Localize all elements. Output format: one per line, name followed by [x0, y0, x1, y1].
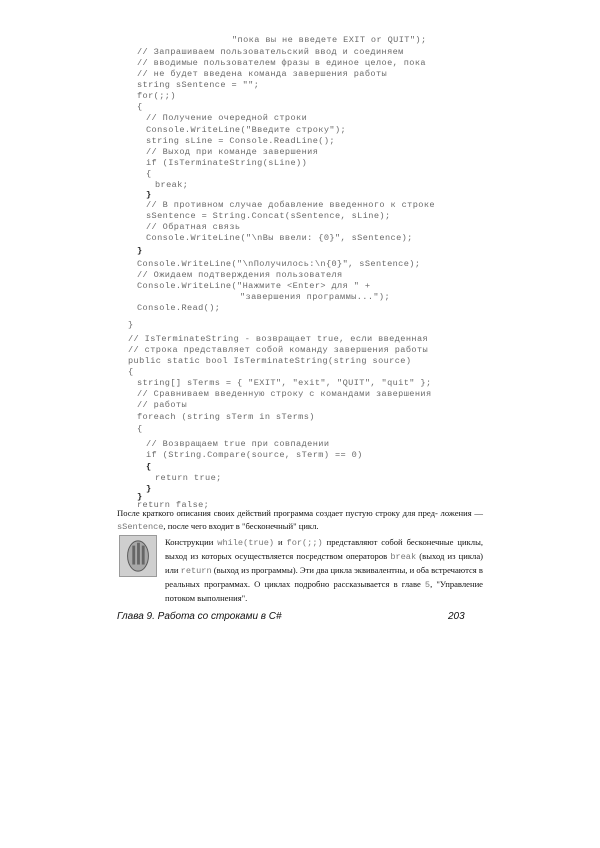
- code-line: // не будет введена команда завершения работы: [137, 69, 388, 79]
- code-line: for(;;): [137, 91, 176, 101]
- code-line: string[] sTerms = { "EXIT", "exit", "QUIT", "quit" };: [137, 378, 432, 388]
- code-line: Console.WriteLine("Нажмите <Enter> для " +: [137, 281, 371, 291]
- code-line: }: [146, 484, 152, 494]
- note-text-4: (выход из цикла) или: [165, 551, 483, 575]
- code-line: Console.WriteLine("\nПолучилось:\n{0}", sSentence);: [137, 259, 421, 269]
- note-text-6: , "Управление потоком выполнения".: [165, 579, 483, 603]
- paragraph-line-1: После краткого описания своих действий программа создает пустую строку для пред-: [117, 508, 438, 518]
- note-chapter-number: 5: [424, 580, 431, 590]
- code-line: Console.WriteLine("\nВы ввели: {0}", sSentence);: [146, 233, 413, 243]
- code-line: // Выход при команде завершения: [146, 147, 319, 157]
- code-line: if (IsTerminateString(sLine)): [146, 158, 308, 168]
- code-line: // Получение очередной строки: [146, 113, 308, 123]
- code-line: }: [137, 246, 143, 256]
- hand-note-icon: [120, 536, 156, 576]
- code-line: {: [146, 462, 152, 472]
- paragraph-line-2-prefix: ложения —: [440, 508, 483, 518]
- code-line: {: [146, 169, 152, 179]
- note-text-5: (выход из программы). Эти два цикла эквивалентны, и оба встречаются в реальных программах. О циклах подробно рассказывается в главе: [165, 565, 483, 589]
- note-code-return: return: [180, 566, 212, 576]
- code-line: // Возвращаем true при совпадении: [146, 439, 330, 449]
- code-line: }: [137, 492, 143, 502]
- note-text-2: и: [274, 537, 287, 547]
- code-line: // работы: [137, 400, 188, 410]
- code-line: "завершения программы...");: [240, 292, 391, 302]
- note-icon: [119, 535, 157, 577]
- code-line: string sLine = Console.ReadLine();: [146, 136, 335, 146]
- code-line: public static bool IsTerminateString(string source): [128, 356, 412, 366]
- code-line: foreach (string sTerm in sTerms): [137, 412, 315, 422]
- code-line: // Ожидаем подтверждения пользователя: [137, 270, 343, 280]
- code-line: // Обратная связь: [146, 222, 241, 232]
- code-line: {: [137, 102, 143, 112]
- code-line: }: [128, 320, 134, 330]
- code-line: Console.Read();: [137, 303, 221, 313]
- running-footer-chapter: Глава 9. Работа со строками в C#: [117, 611, 282, 622]
- page-number: 203: [448, 611, 465, 622]
- note-code-for: for(;;): [286, 538, 323, 548]
- code-line: break;: [155, 180, 189, 190]
- code-line: sSentence = String.Concat(sSentence, sLine);: [146, 211, 391, 221]
- code-line: // строка представляет собой команду завершения работы: [128, 345, 429, 355]
- paragraph-code-ssentence: sSentence: [117, 522, 164, 532]
- note-code-break: break: [390, 552, 417, 562]
- note-text: [165, 536, 483, 605]
- code-line: // вводимые пользователем фразы в единое целое, пока: [137, 58, 426, 68]
- note-text-3: представляют собой бесконечные циклы, выход из которых осуществляется посредством операторов: [165, 537, 483, 561]
- code-line: // Запрашиваем пользовательский ввод и соединяем: [137, 47, 404, 57]
- body-paragraph: [117, 507, 483, 534]
- code-line: {: [137, 424, 143, 434]
- code-line: return true;: [155, 473, 222, 483]
- code-line: // IsTerminateString - возвращает true, если введенная: [128, 334, 429, 344]
- code-line: // В противном случае добавление введенного к строке: [146, 200, 435, 210]
- code-line: return false;: [137, 500, 210, 510]
- paragraph-line-2-suffix: , после чего входит в "бесконечный" цикл.: [163, 521, 319, 531]
- code-line: {: [128, 367, 134, 377]
- code-line: string sSentence = "";: [137, 80, 260, 90]
- code-line: Console.WriteLine("Введите строку");: [146, 125, 347, 135]
- note-text-1: Конструкции: [165, 537, 218, 547]
- code-line: // Сравниваем введенную строку с командами завершения: [137, 389, 432, 399]
- note-code-while: while(true): [217, 538, 275, 548]
- code-line: }: [146, 190, 152, 200]
- code-line: if (String.Compare(source, sTerm) == 0): [146, 450, 363, 460]
- code-line: "пока вы не введете EXIT or QUIT");: [232, 35, 427, 45]
